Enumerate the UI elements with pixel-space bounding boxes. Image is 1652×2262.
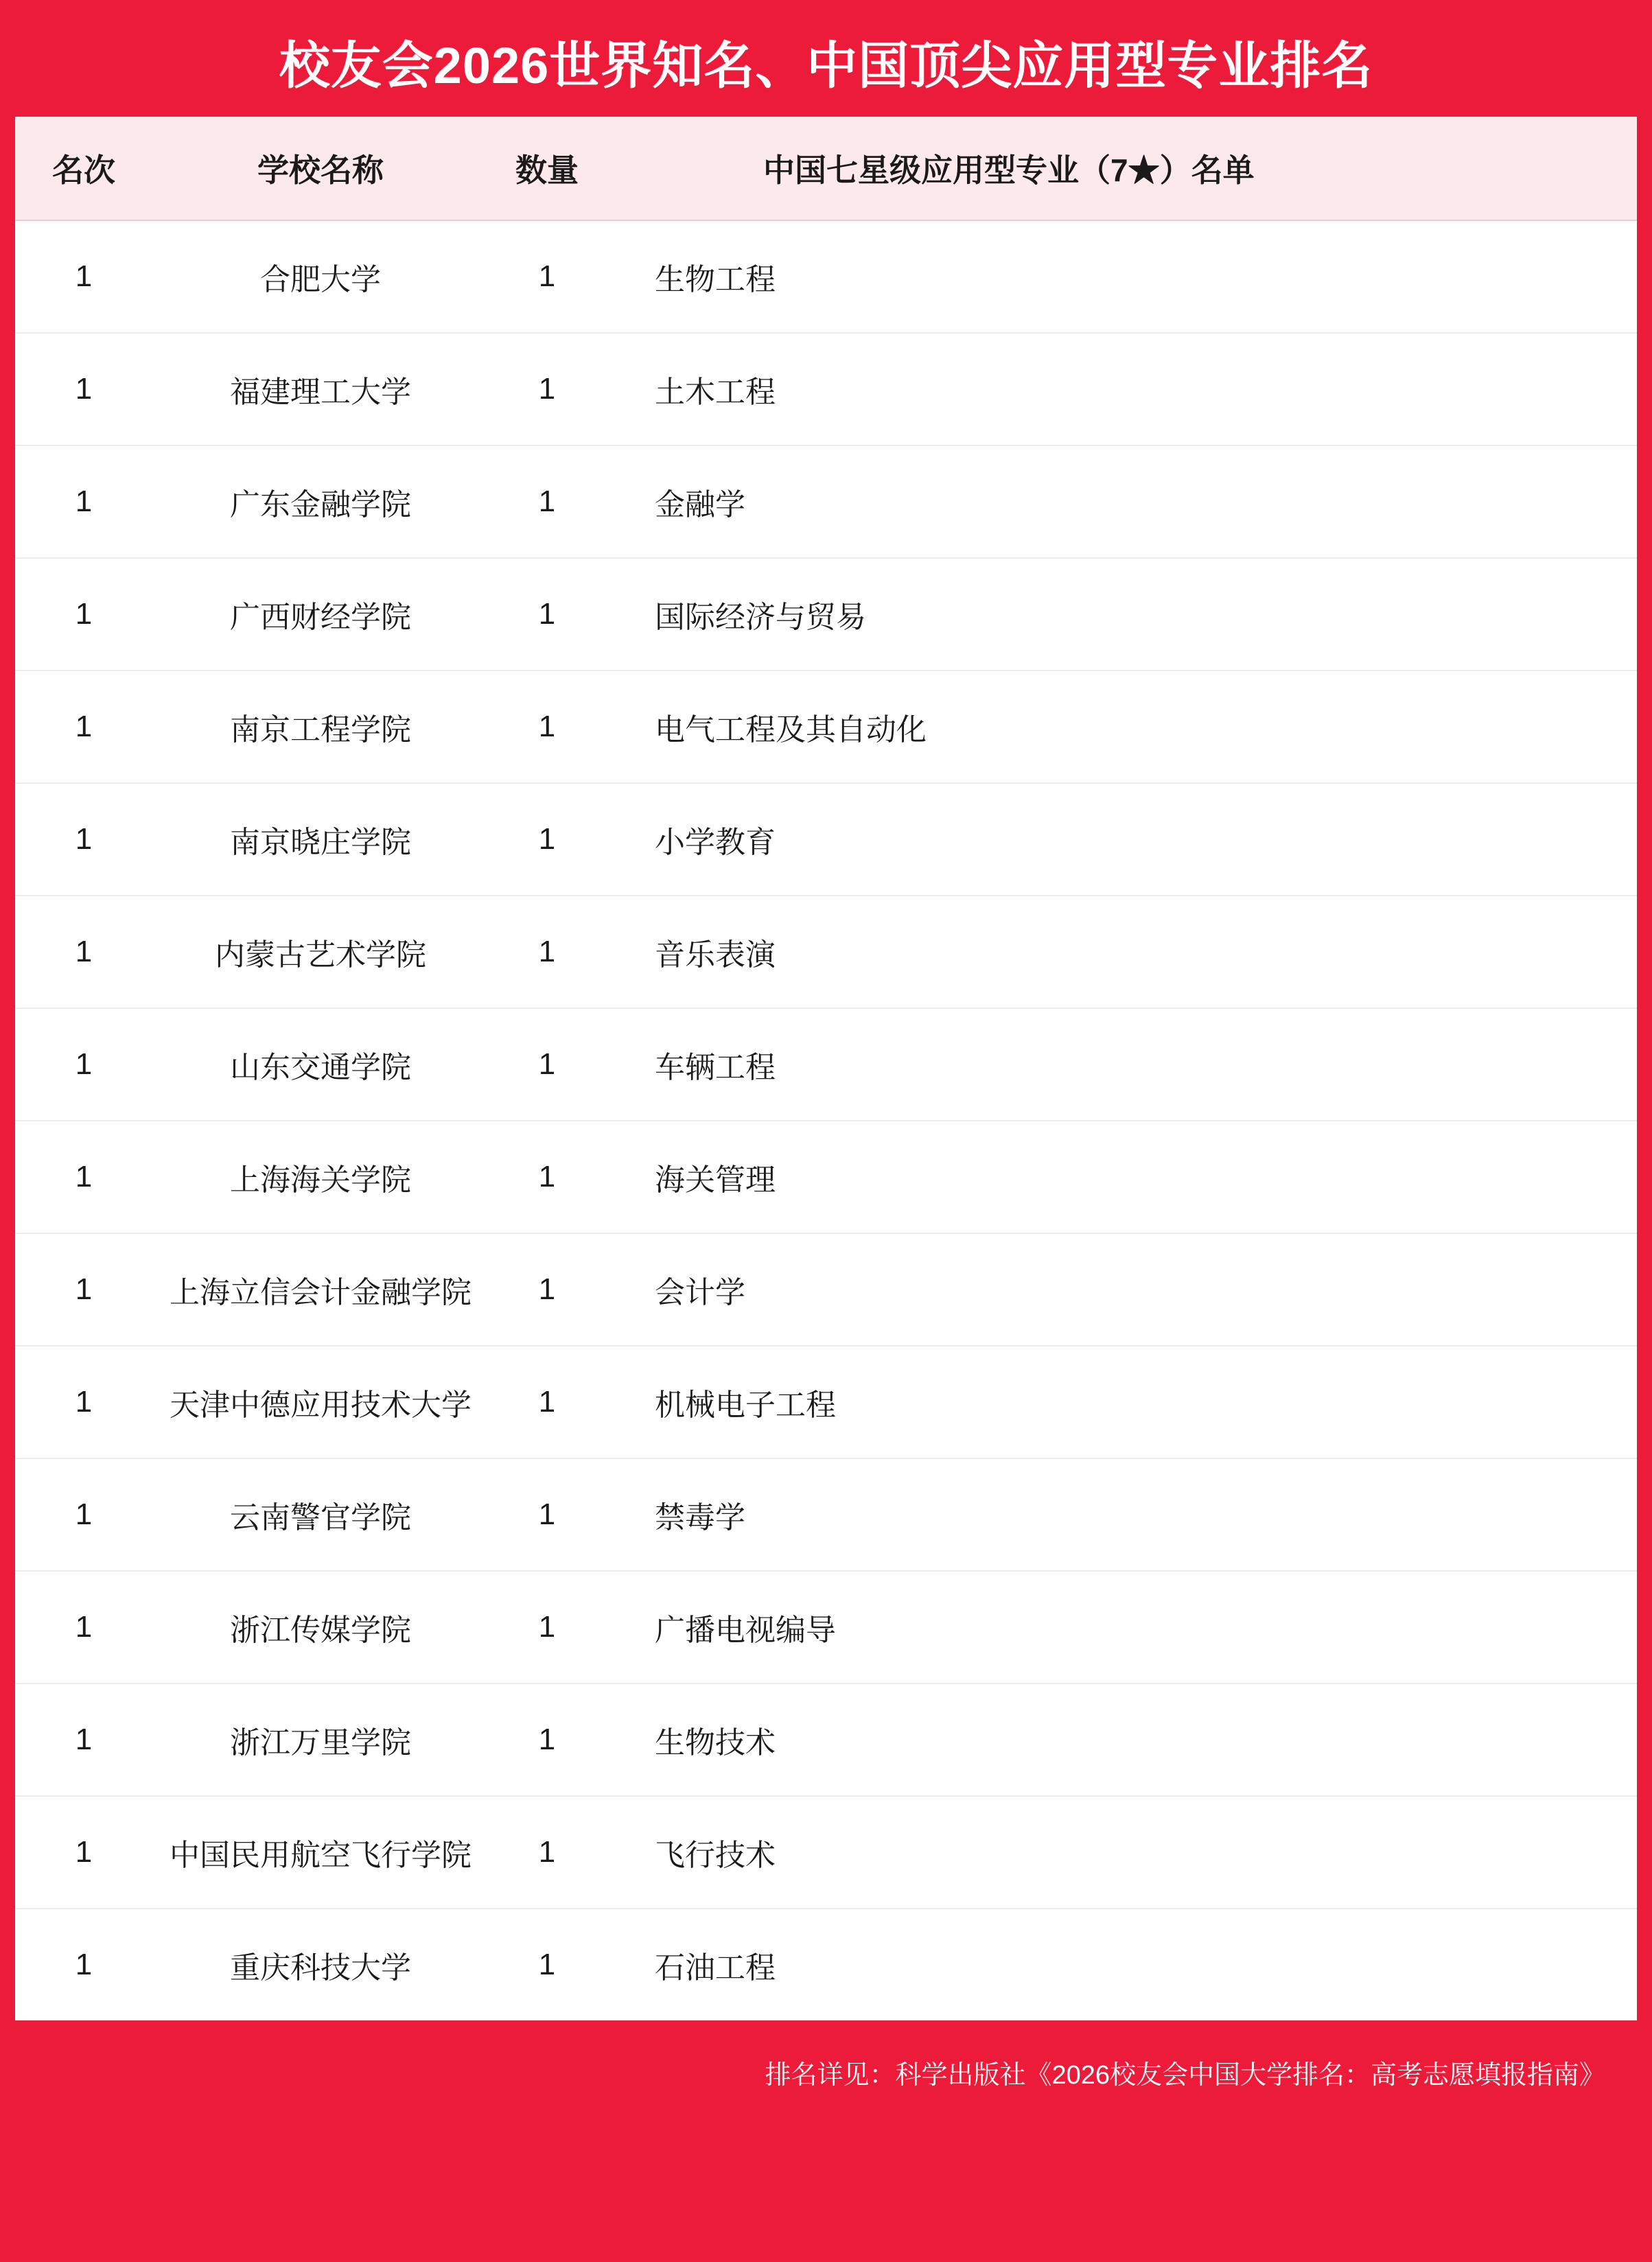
cell-school: 山东交通学院 [152, 1008, 489, 1121]
table-row [15, 1571, 1637, 1683]
cell-count: 1 [489, 1571, 605, 1683]
table-row [15, 445, 1637, 558]
table-row [15, 896, 1637, 1008]
table-row [15, 1458, 1637, 1571]
cell-rank: 1 [15, 1346, 152, 1458]
cell-majors: 土木工程 [605, 333, 1637, 445]
table-header-row [15, 117, 1637, 220]
table-row [15, 1346, 1637, 1458]
table-body [15, 220, 1637, 2020]
cell-school: 合肥大学 [152, 220, 489, 333]
cell-school: 广东金融学院 [152, 445, 489, 558]
cell-rank: 1 [15, 783, 152, 896]
cell-majors: 生物工程 [605, 220, 1637, 333]
cell-majors: 音乐表演 [605, 896, 1637, 1008]
poster-title-bar [15, 15, 1637, 117]
column-header-count: 数量 [489, 117, 605, 220]
cell-majors: 海关管理 [605, 1121, 1637, 1233]
cell-count: 1 [489, 220, 605, 333]
cell-school: 广西财经学院 [152, 558, 489, 671]
footer-note: 排名详见：科学出版社《2026校友会中国大学排名：高考志愿填报指南》 [765, 2060, 1605, 2090]
cell-count: 1 [489, 1233, 605, 1346]
cell-school: 南京工程学院 [152, 671, 489, 783]
table-row [15, 1909, 1637, 2020]
cell-majors: 飞行技术 [605, 1796, 1637, 1909]
cell-rank: 1 [15, 1683, 152, 1796]
cell-majors: 机械电子工程 [605, 1346, 1637, 1458]
table-row [15, 220, 1637, 333]
cell-rank: 1 [15, 1796, 152, 1909]
cell-majors: 生物技术 [605, 1683, 1637, 1796]
cell-count: 1 [489, 1008, 605, 1121]
cell-school: 上海海关学院 [152, 1121, 489, 1233]
ranking-table [15, 117, 1637, 2020]
cell-majors: 国际经济与贸易 [605, 558, 1637, 671]
cell-count: 1 [489, 671, 605, 783]
cell-rank: 1 [75, 1948, 93, 1981]
cell-majors: 金融学 [605, 445, 1637, 558]
cell-majors: 石油工程 [655, 1951, 776, 1985]
cell-rank: 1 [15, 558, 152, 671]
cell-majors: 电气工程及其自动化 [605, 671, 1637, 783]
cell-school: 重庆科技大学 [230, 1951, 411, 1985]
cell-school: 福建理工大学 [152, 333, 489, 445]
table-row [15, 1233, 1637, 1346]
cell-majors: 禁毒学 [605, 1458, 1637, 1571]
table-row [15, 333, 1637, 445]
cell-count: 1 [489, 333, 605, 445]
cell-count: 1 [489, 1121, 605, 1233]
cell-count: 1 [489, 1796, 605, 1909]
cell-school: 内蒙古艺术学院 [152, 896, 489, 1008]
cell-majors: 广播电视编导 [605, 1571, 1637, 1683]
poster-footer [15, 2020, 1637, 2123]
cell-count: 1 [538, 1948, 556, 1981]
cell-rank: 1 [15, 671, 152, 783]
table-row [15, 783, 1637, 896]
cell-rank: 1 [15, 220, 152, 333]
column-header-majors: 中国七星级应用型专业（7★）名单 [605, 117, 1637, 220]
cell-school: 中国民用航空飞行学院 [152, 1796, 489, 1909]
column-header-rank: 名次 [15, 117, 152, 220]
cell-count: 1 [489, 783, 605, 896]
cell-count: 1 [489, 1683, 605, 1796]
cell-rank: 1 [15, 896, 152, 1008]
cell-rank: 1 [15, 333, 152, 445]
cell-rank: 1 [15, 1233, 152, 1346]
cell-school: 南京晓庄学院 [152, 783, 489, 896]
cell-rank: 1 [15, 445, 152, 558]
cell-rank: 1 [15, 1458, 152, 1571]
table-row [15, 1796, 1637, 1909]
table-header [15, 117, 1637, 220]
cell-school: 天津中德应用技术大学 [152, 1346, 489, 1458]
cell-count: 1 [489, 1346, 605, 1458]
cell-rank: 1 [15, 1121, 152, 1233]
table-row [15, 1683, 1637, 1796]
table-row [15, 558, 1637, 671]
table-row [15, 1008, 1637, 1121]
table-row [15, 671, 1637, 783]
cell-count: 1 [489, 445, 605, 558]
cell-count: 1 [489, 1458, 605, 1571]
column-header-school: 学校名称 [152, 117, 489, 220]
page-title: 校友会2026世界知名、中国顶尖应用型专业排名 [279, 37, 1373, 95]
cell-majors: 会计学 [605, 1233, 1637, 1346]
cell-count: 1 [489, 558, 605, 671]
cell-school: 云南警官学院 [152, 1458, 489, 1571]
cell-majors: 小学教育 [605, 783, 1637, 896]
table-row [15, 1121, 1637, 1233]
cell-school: 浙江万里学院 [152, 1683, 489, 1796]
cell-rank: 1 [15, 1008, 152, 1121]
cell-school: 上海立信会计金融学院 [152, 1233, 489, 1346]
cell-majors: 车辆工程 [605, 1008, 1637, 1121]
cell-rank: 1 [15, 1571, 152, 1683]
cell-count: 1 [489, 896, 605, 1008]
cell-school: 浙江传媒学院 [152, 1571, 489, 1683]
ranking-table-card [15, 117, 1637, 2020]
